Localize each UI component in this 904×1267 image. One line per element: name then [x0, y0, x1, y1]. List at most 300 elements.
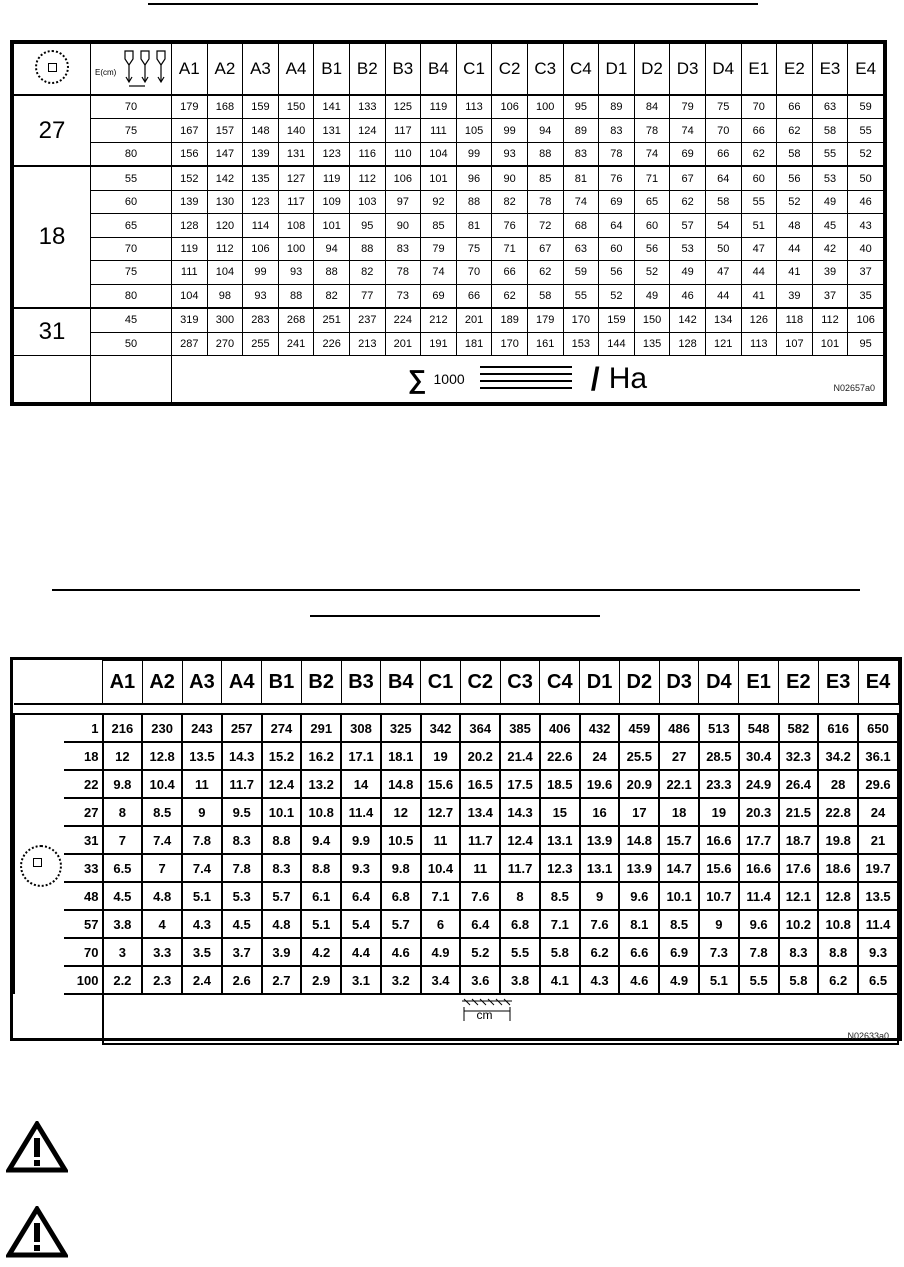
table-row [14, 938, 898, 966]
table-cell: 72 [527, 214, 563, 237]
table-cell: 14.8 [619, 826, 659, 854]
table-cell: 58 [705, 190, 741, 213]
table-cell: 83 [599, 119, 635, 142]
table-cell: 19 [421, 742, 461, 770]
table-cell: 23.3 [699, 770, 739, 798]
table-cell: 78 [634, 119, 670, 142]
table-cell: 10.5 [381, 826, 421, 854]
table-cell: 89 [599, 95, 635, 119]
table-cell: 9 [699, 910, 739, 938]
column-header: D4 [699, 661, 739, 705]
column-header: B3 [341, 661, 381, 705]
table-cell: 15.7 [659, 826, 699, 854]
seed-distance-table [10, 657, 902, 1041]
table-cell: 14.3 [500, 798, 540, 826]
column-header: E2 [779, 661, 819, 705]
table-row [14, 826, 898, 854]
column-header: A1 [103, 661, 143, 705]
heading-rule-1 [148, 3, 758, 5]
table-cell: 106 [848, 308, 884, 332]
table-cell: 118 [777, 308, 813, 332]
table-cell: 46 [848, 190, 884, 213]
table-cell: 79 [421, 237, 457, 260]
icon-col-cell [14, 770, 64, 798]
column-header: A2 [142, 661, 182, 705]
table-cell: 60 [741, 166, 777, 190]
table-cell: 8.1 [619, 910, 659, 938]
table-cell: 113 [741, 332, 777, 355]
figure-code-2: N02633a0 [847, 1031, 889, 1041]
table-cell: 99 [243, 261, 279, 284]
table-cell: 12.4 [262, 770, 302, 798]
table-cell: 92 [421, 190, 457, 213]
table-row [14, 190, 884, 213]
seed-disc-icon [35, 50, 69, 84]
spacing-header [91, 44, 172, 96]
table-cell: 82 [492, 190, 528, 213]
table-cell: 268 [278, 308, 314, 332]
table-cell: 52 [634, 261, 670, 284]
table-cell: 19.7 [858, 854, 898, 882]
table-cell: 93 [243, 284, 279, 308]
column-header: C1 [456, 44, 492, 96]
table-cell: 7.4 [182, 854, 222, 882]
table-cell: 5.1 [699, 966, 739, 994]
table-cell: 53 [812, 166, 848, 190]
table-cell: 104 [172, 284, 208, 308]
table-cell: 28 [818, 770, 858, 798]
table-row [14, 910, 898, 938]
table-row [14, 237, 884, 260]
table-cell: 4.5 [222, 910, 262, 938]
table-cell: 17.5 [500, 770, 540, 798]
seeds-per-hectare-formula [172, 356, 884, 403]
slash-symbol: / [590, 361, 600, 397]
table-cell: 3.4 [421, 966, 461, 994]
table-cell: 139 [172, 190, 208, 213]
table-cell: 237 [349, 308, 385, 332]
column-header: A1 [172, 44, 208, 96]
row-label: 33 [64, 854, 103, 882]
table-cell: 283 [243, 308, 279, 332]
table-cell: 81 [563, 166, 599, 190]
table-cell: 650 [858, 714, 898, 742]
table-row [14, 882, 898, 910]
column-header: C2 [460, 661, 500, 705]
table-row [14, 308, 884, 332]
table-cell: 44 [705, 284, 741, 308]
table-cell: 13.1 [540, 826, 580, 854]
table-cell: 58 [527, 284, 563, 308]
table-cell: 82 [349, 261, 385, 284]
table-cell: 20.2 [460, 742, 500, 770]
table-cell: 128 [172, 214, 208, 237]
table-cell: 15 [540, 798, 580, 826]
table-cell: 3.2 [381, 966, 421, 994]
table-cell: 18.7 [779, 826, 819, 854]
table-cell: 121 [705, 332, 741, 355]
table-cell: 6.8 [381, 882, 421, 910]
table-cell: 4.3 [182, 910, 222, 938]
table-cell: 9.8 [103, 770, 143, 798]
table-cell: 74 [670, 119, 706, 142]
table-cell: 230 [142, 714, 182, 742]
row-spacing: 50 [91, 332, 172, 355]
table-cell: 36.1 [858, 742, 898, 770]
table-cell: 13.2 [301, 770, 341, 798]
table-cell: 6.4 [341, 882, 381, 910]
table-cell: 14.3 [222, 742, 262, 770]
table-cell: 93 [492, 142, 528, 166]
table-cell: 6.2 [580, 938, 620, 966]
table-cell: 99 [492, 119, 528, 142]
table-cell: 127 [278, 166, 314, 190]
table-cell: 95 [349, 214, 385, 237]
table-row [14, 142, 884, 166]
table-cell: 68 [563, 214, 599, 237]
table-cell: 66 [492, 261, 528, 284]
table-cell: 13.9 [619, 854, 659, 882]
column-header: C3 [500, 661, 540, 705]
table-cell: 10.2 [779, 910, 819, 938]
table-row [14, 966, 898, 994]
table-cell: 37 [848, 261, 884, 284]
table-cell: 88 [314, 261, 350, 284]
table-cell: 308 [341, 714, 381, 742]
table-cell: 16.6 [699, 826, 739, 854]
row-spacing: 75 [91, 119, 172, 142]
table-cell: 3.8 [103, 910, 143, 938]
table-cell: 459 [619, 714, 659, 742]
hole-group-label: 27 [14, 95, 91, 166]
column-header: A2 [207, 44, 243, 96]
table-cell: 71 [634, 166, 670, 190]
table-cell: 224 [385, 308, 421, 332]
table-row [14, 261, 884, 284]
table-cell: 105 [456, 119, 492, 142]
table-cell: 12 [381, 798, 421, 826]
table-cell: 35 [848, 284, 884, 308]
table-cell: 74 [421, 261, 457, 284]
table-cell: 5.5 [739, 966, 779, 994]
table-cell: 100 [278, 237, 314, 260]
table-row [14, 742, 898, 770]
table-cell: 90 [492, 166, 528, 190]
table-cell: 82 [314, 284, 350, 308]
table-cell: 8.8 [818, 938, 858, 966]
table-cell: 2.4 [182, 966, 222, 994]
table-cell: 52 [777, 190, 813, 213]
row-label: 31 [64, 826, 103, 854]
table-cell: 44 [777, 237, 813, 260]
table-cell: 6.4 [460, 910, 500, 938]
table-row [14, 854, 898, 882]
table-cell: 107 [777, 332, 813, 355]
column-header: B4 [381, 661, 421, 705]
table-cell: 342 [421, 714, 461, 742]
table-cell: 168 [207, 95, 243, 119]
table-cell: 41 [741, 284, 777, 308]
table-cell: 10.8 [301, 798, 341, 826]
table-cell: 69 [670, 142, 706, 166]
column-header: E1 [739, 661, 779, 705]
table-cell: 27 [659, 742, 699, 770]
table-cell: 7.3 [699, 938, 739, 966]
table-cell: 85 [527, 166, 563, 190]
table-cell: 59 [848, 95, 884, 119]
seed-disc-header [14, 44, 91, 96]
row-label: 27 [64, 798, 103, 826]
table-cell: 291 [301, 714, 341, 742]
table-cell: 104 [207, 261, 243, 284]
table-cell: 8.8 [301, 854, 341, 882]
table-cell: 25.5 [619, 742, 659, 770]
hectare-unit: Ha [608, 362, 648, 395]
table-cell: 74 [563, 190, 599, 213]
column-header: B2 [301, 661, 341, 705]
table-cell: 83 [563, 142, 599, 166]
table-cell: 3.6 [460, 966, 500, 994]
column-header: D1 [599, 44, 635, 96]
table-cell: 90 [385, 214, 421, 237]
table-cell: 153 [563, 332, 599, 355]
table-cell: 6.2 [818, 966, 858, 994]
table-cell: 42 [812, 237, 848, 260]
table-cell: 17.1 [341, 742, 381, 770]
table-cell: 17.7 [739, 826, 779, 854]
table-cell: 5.2 [460, 938, 500, 966]
table-cell: 3.8 [500, 966, 540, 994]
table-row [14, 770, 898, 798]
table-cell: 56 [634, 237, 670, 260]
table-cell: 50 [705, 237, 741, 260]
table-cell: 21 [858, 826, 898, 854]
table-cell: 51 [741, 214, 777, 237]
table-cell: 406 [540, 714, 580, 742]
table-cell: 16 [580, 798, 620, 826]
table-cell: 513 [699, 714, 739, 742]
table-cell: 10.4 [142, 770, 182, 798]
table-cell: 66 [777, 95, 813, 119]
table-cell: 75 [456, 237, 492, 260]
table-cell: 191 [421, 332, 457, 355]
table-cell: 75 [705, 95, 741, 119]
table-cell: 34.2 [818, 742, 858, 770]
table-cell: 32.3 [779, 742, 819, 770]
table-cell: 10.1 [659, 882, 699, 910]
table-cell: 8 [103, 798, 143, 826]
icon-col-cell [14, 938, 64, 966]
table-cell: 19 [699, 798, 739, 826]
table-cell: 62 [527, 261, 563, 284]
table-cell: 63 [563, 237, 599, 260]
table-cell: 56 [599, 261, 635, 284]
icon-col-cell [14, 798, 64, 826]
table-cell: 18.5 [540, 770, 580, 798]
table-cell: 69 [599, 190, 635, 213]
column-header: A4 [278, 44, 314, 96]
column-header: B4 [421, 44, 457, 96]
table-cell: 179 [527, 308, 563, 332]
table-cell: 24 [858, 798, 898, 826]
table-cell: 2.3 [142, 966, 182, 994]
table-cell: 39 [777, 284, 813, 308]
table-cell: 89 [563, 119, 599, 142]
table-cell: 20.9 [619, 770, 659, 798]
corner-header [14, 661, 64, 705]
gap-cell [14, 704, 898, 714]
table-cell: 62 [777, 119, 813, 142]
table-cell: 53 [670, 237, 706, 260]
table-cell: 47 [705, 261, 741, 284]
table-cell: 243 [182, 714, 222, 742]
table-cell: 4.3 [580, 966, 620, 994]
table-cell: 94 [527, 119, 563, 142]
table-cell: 2.9 [301, 966, 341, 994]
table-row [14, 166, 884, 190]
table-cell: 101 [421, 166, 457, 190]
icon-col-cell [14, 910, 64, 938]
table-cell: 110 [385, 142, 421, 166]
table-cell: 66 [741, 119, 777, 142]
table-cell: 181 [456, 332, 492, 355]
table-cell: 6.5 [858, 966, 898, 994]
table-cell: 14.8 [381, 770, 421, 798]
table-cell: 52 [848, 142, 884, 166]
table-cell: 59 [563, 261, 599, 284]
figure-code-1: N02657a0 [833, 383, 875, 393]
table-cell: 9.8 [381, 854, 421, 882]
table-cell: 14.7 [659, 854, 699, 882]
table-cell: 7 [103, 826, 143, 854]
table-cell: 106 [492, 95, 528, 119]
table-cell: 15.2 [262, 742, 302, 770]
table-cell: 41 [777, 261, 813, 284]
table-cell: 43 [848, 214, 884, 237]
table-cell: 12.8 [142, 742, 182, 770]
table-cell: 119 [172, 237, 208, 260]
icon-col-cell [14, 742, 64, 770]
table-cell: 99 [456, 142, 492, 166]
table-cell: 96 [456, 166, 492, 190]
column-header: E1 [741, 44, 777, 96]
row-label: 18 [64, 742, 103, 770]
table-cell: 140 [278, 119, 314, 142]
table-cell: 189 [492, 308, 528, 332]
table-cell: 11.4 [341, 798, 381, 826]
row-label: 70 [64, 938, 103, 966]
table-cell: 13.1 [580, 854, 620, 882]
table-cell: 9 [580, 882, 620, 910]
table-cell: 97 [385, 190, 421, 213]
table-cell: 125 [385, 95, 421, 119]
column-header: C2 [492, 44, 528, 96]
table-cell: 128 [670, 332, 706, 355]
table-cell: 124 [349, 119, 385, 142]
table-cell: 117 [385, 119, 421, 142]
table-cell: 148 [243, 119, 279, 142]
dot-grid-icon [480, 364, 572, 394]
column-header: A3 [182, 661, 222, 705]
row-spacing: 60 [91, 190, 172, 213]
table-cell: 325 [381, 714, 421, 742]
table-cell: 120 [207, 214, 243, 237]
column-header: B1 [262, 661, 302, 705]
table-cell: 270 [207, 332, 243, 355]
table-cell: 93 [278, 261, 314, 284]
table-cell: 12.8 [818, 882, 858, 910]
table-cell: 486 [659, 714, 699, 742]
table-cell: 7.8 [739, 938, 779, 966]
table-cell: 4.1 [540, 966, 580, 994]
table-cell: 7.6 [580, 910, 620, 938]
table-cell: 119 [421, 95, 457, 119]
table-cell: 19.8 [818, 826, 858, 854]
table-cell: 70 [705, 119, 741, 142]
table-cell: 5.4 [341, 910, 381, 938]
table-cell: 385 [500, 714, 540, 742]
table-cell: 84 [634, 95, 670, 119]
table-cell: 29.6 [858, 770, 898, 798]
table-cell: 117 [278, 190, 314, 213]
table-cell: 66 [456, 284, 492, 308]
column-header: E4 [858, 661, 898, 705]
table-cell: 161 [527, 332, 563, 355]
table-cell: 16.6 [739, 854, 779, 882]
table-cell: 21.4 [500, 742, 540, 770]
icon-col-cell [14, 966, 64, 994]
column-header: A3 [243, 44, 279, 96]
column-header: D2 [634, 44, 670, 96]
table-cell: 44 [741, 261, 777, 284]
table-row [14, 119, 884, 142]
table-cell: 48 [777, 214, 813, 237]
table-cell: 13.5 [858, 882, 898, 910]
table-cell: 123 [314, 142, 350, 166]
table-cell: 11.4 [739, 882, 779, 910]
table-cell: 109 [314, 190, 350, 213]
table-cell: 6.6 [619, 938, 659, 966]
table-cell: 71 [492, 237, 528, 260]
table-cell: 20.3 [739, 798, 779, 826]
column-header: E2 [777, 44, 813, 96]
table-cell: 78 [385, 261, 421, 284]
table-cell: 4.9 [421, 938, 461, 966]
table-cell: 152 [172, 166, 208, 190]
table-cell: 40 [848, 237, 884, 260]
column-header: C1 [421, 661, 461, 705]
table-cell: 64 [705, 166, 741, 190]
row-spacing: 65 [91, 214, 172, 237]
footer-empty-2 [91, 356, 172, 403]
table-cell: 88 [349, 237, 385, 260]
table-cell: 11 [182, 770, 222, 798]
table-cell: 111 [421, 119, 457, 142]
column-header: D2 [619, 661, 659, 705]
table-row [14, 214, 884, 237]
table-cell: 5.1 [301, 910, 341, 938]
table-cell: 112 [812, 308, 848, 332]
table-cell: 78 [599, 142, 635, 166]
column-header: D3 [659, 661, 699, 705]
table-cell: 101 [812, 332, 848, 355]
table-row [14, 284, 884, 308]
table-cell: 106 [385, 166, 421, 190]
table-cell: 58 [777, 142, 813, 166]
table-cell: 113 [456, 95, 492, 119]
table-cell: 76 [492, 214, 528, 237]
table-cell: 130 [207, 190, 243, 213]
